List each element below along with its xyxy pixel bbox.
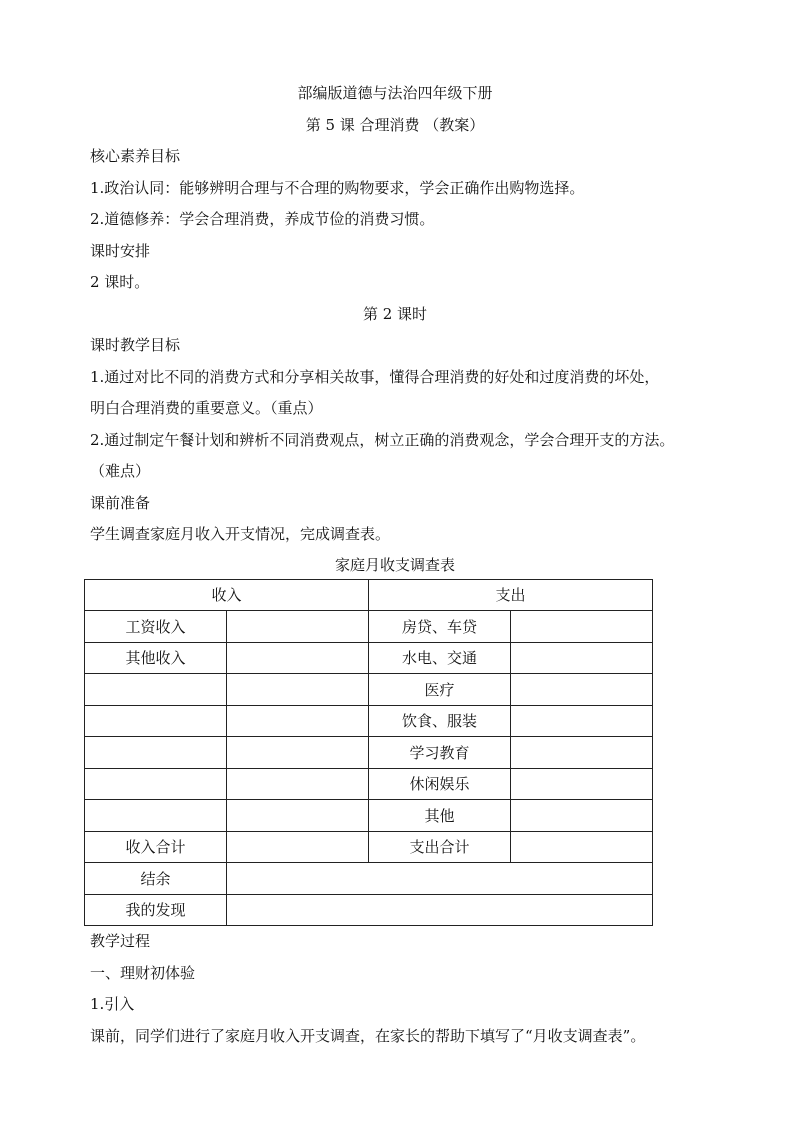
income-total-label: 收入合计 [85,831,227,863]
lesson-goals-heading: 课时教学目标 [90,336,181,354]
lesson-goal-line: 2.通过制定午餐计划和辨析不同消费观点，树立正确的消费观念，学会合理开支的方法。 [90,430,675,449]
document-page [90,78,710,1052]
document-title: 部编版道德与法治四年级下册 [297,84,493,102]
core-goal-item: 1.政治认同：能够辨明合理与不合理的购物要求，学会正确作出购物选择。 [90,178,585,197]
expense-label: 水电、交通 [369,642,511,674]
expense-value-cell[interactable] [511,768,653,800]
schedule-text: 2 课时。 [90,273,150,291]
income-value-cell[interactable] [227,737,369,769]
table-row [85,642,653,674]
income-total-cell[interactable] [227,831,369,863]
schedule-heading: 课时安排 [90,241,151,260]
income-value-cell[interactable] [227,611,369,643]
table-row [85,611,653,643]
income-label [85,674,227,706]
income-expense-table [84,579,653,927]
expense-value-cell[interactable] [511,642,653,674]
balance-cell[interactable] [227,863,653,895]
table-caption: 家庭月收支调查表 [334,555,455,574]
expense-value-cell[interactable] [511,705,653,737]
income-header: 收入 [85,579,369,611]
income-value-cell[interactable] [227,800,369,832]
income-value-cell[interactable] [227,705,369,737]
prep-text: 学生调查家庭月收入开支情况，完成调查表。 [90,525,391,543]
expense-value-cell[interactable] [511,611,653,643]
expense-value-cell[interactable] [511,800,653,832]
income-label: 工资收入 [85,611,227,643]
expense-label: 休闲娱乐 [369,768,511,800]
table-row [85,831,653,863]
lesson-goal-line: 1.通过对比不同的消费方式和分享相关故事，懂得合理消费的好处和过度消费的坏处， [90,367,660,386]
table-row [85,800,653,832]
lesson-subtitle: 第 5 课 合理消费 （教案） [305,115,485,134]
expense-label: 学习教育 [369,737,511,769]
table-row [85,768,653,800]
table-header-row [85,579,653,611]
step-one-label: 1.引入 [90,995,135,1013]
findings-cell[interactable] [227,894,653,926]
income-value-cell[interactable] [227,674,369,706]
income-value-cell[interactable] [227,642,369,674]
income-label [85,705,227,737]
expense-value-cell[interactable] [511,737,653,769]
core-goals-heading: 核心素养目标 [90,147,181,165]
income-label [85,800,227,832]
table-row [85,863,653,895]
process-heading: 教学过程 [90,932,151,950]
table-row [85,894,653,926]
income-value-cell[interactable] [227,768,369,800]
expense-label: 房贷、车贷 [369,611,511,643]
lesson-goal-line: （难点） [90,462,151,480]
income-label: 其他收入 [85,642,227,674]
expense-label: 其他 [369,800,511,832]
expense-label: 饮食、服装 [369,705,511,737]
section-one-heading: 一、理财初体验 [90,963,196,982]
income-label [85,768,227,800]
table-row [85,674,653,706]
expense-label: 医疗 [369,674,511,706]
balance-label: 结余 [85,863,227,895]
findings-label: 我的发现 [85,894,227,926]
income-label [85,737,227,769]
expense-header: 支出 [369,579,653,611]
expense-value-cell[interactable] [511,674,653,706]
table-row [85,705,653,737]
table-row [85,737,653,769]
prep-heading: 课前准备 [90,493,151,512]
lesson-goal-line: 明白合理消费的重要意义。（重点） [90,399,323,417]
expense-total-cell[interactable] [511,831,653,863]
core-goal-item: 2.道德修养：学会合理消费，养成节俭的消费习惯。 [90,210,435,228]
intro-text: 课前，同学们进行了家庭月收入开支调查，在家长的帮助下填写了“月收支调查表”。 [90,1026,646,1045]
expense-total-label: 支出合计 [369,831,511,863]
lesson-heading: 第 2 课时 [362,304,428,323]
